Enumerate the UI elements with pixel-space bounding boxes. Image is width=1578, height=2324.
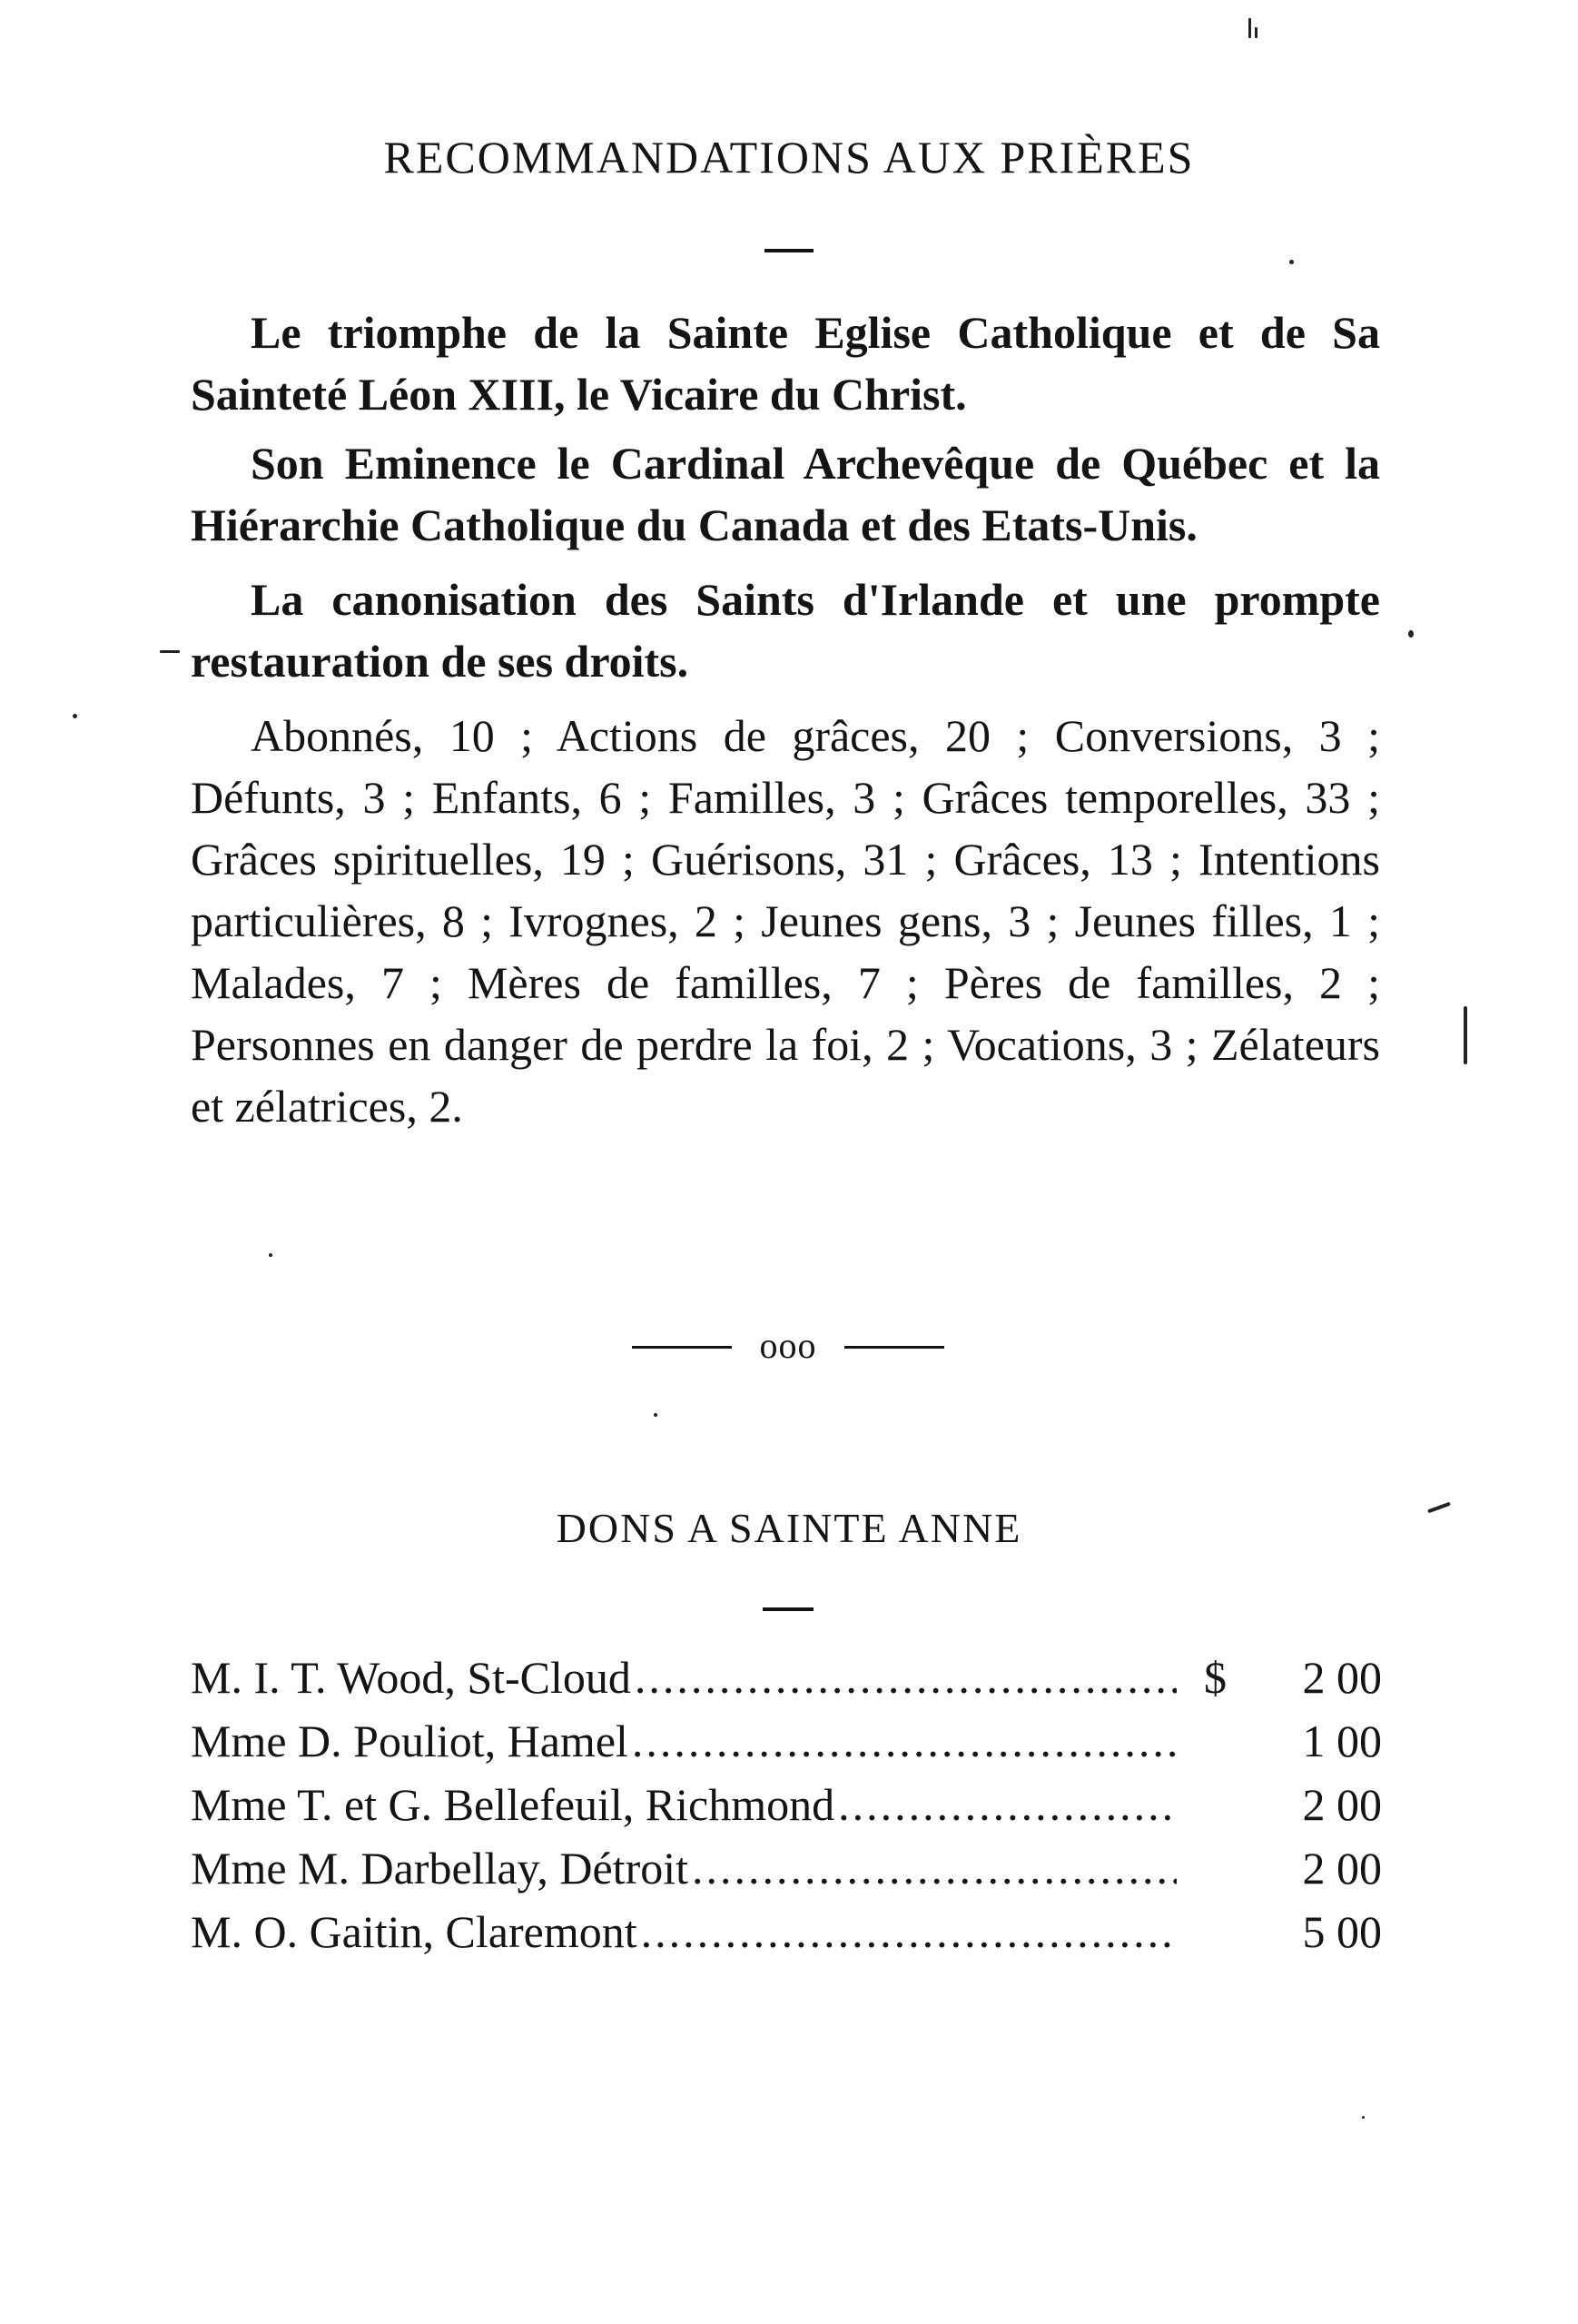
scan-speck xyxy=(269,1253,272,1257)
scan-mark xyxy=(1255,27,1257,38)
separator-ornament: ooo xyxy=(759,1325,817,1366)
currency-symbol: $ xyxy=(1204,1652,1227,1703)
scan-speck xyxy=(1362,2116,1365,2119)
recommendations-heading: RECOMMANDATIONS AUX PRIÈRES xyxy=(383,132,1195,183)
donation-row xyxy=(191,1773,1382,1836)
prayer-intention-hierarchy: Son Eminence le Cardinal Archevêque de Québec et la Hiérarchie Catholique du Canada et des Etats-Unis. xyxy=(191,438,1380,550)
prayer-intention-church: Le triomphe de la Sainte Eglise Catholique et de Sa Sainteté Léon XIII, le Vicaire du Christ. xyxy=(191,307,1380,420)
scan-mark xyxy=(1464,1006,1467,1064)
scan-speck xyxy=(1289,260,1294,264)
dot-leader xyxy=(632,1709,1177,1773)
dot-leader xyxy=(692,1836,1177,1900)
donations-list xyxy=(191,1646,1382,1963)
donation-amount: 5 00 xyxy=(1302,1906,1382,1957)
donor-name: M. I. T. Wood, St-Cloud xyxy=(191,1652,631,1703)
dot-leader xyxy=(838,1773,1177,1836)
donor-name: Mme M. Darbellay, Détroit xyxy=(191,1843,688,1894)
donation-amount: 1 00 xyxy=(1302,1716,1382,1766)
donor-name: M. O. Gaitin, Claremont xyxy=(191,1906,637,1957)
donation-row xyxy=(191,1900,1382,1963)
prayer-intention-ireland: La canonisation des Saints d'Irlande et une prompte restauration de ses droits. xyxy=(191,574,1380,687)
donation-amount: 2 00 xyxy=(1302,1652,1382,1703)
scan-speck xyxy=(73,714,77,718)
scan-mark xyxy=(160,650,180,653)
scan-speck xyxy=(654,1413,657,1417)
scan-mark xyxy=(1248,18,1251,38)
separator-line-right xyxy=(844,1346,944,1349)
donor-name: Mme D. Pouliot, Hamel xyxy=(191,1716,628,1766)
donation-amount: 2 00 xyxy=(1302,1843,1382,1894)
heading-rule xyxy=(764,249,814,252)
dot-leader xyxy=(641,1900,1177,1963)
dot-leader xyxy=(635,1646,1177,1709)
donation-row xyxy=(191,1709,1382,1773)
donation-row xyxy=(191,1836,1382,1900)
donor-name: Mme T. et G. Bellefeuil, Richmond xyxy=(191,1779,835,1830)
prayer-intentions-list: Abonnés, 10 ; Actions de grâces, 20 ; Conversions, 3 ; Défunts, 3 ; Enfants, 6 ; Familles, 3 ; Grâces temporelles, 33 ; Grâces spirituelles, 19 ; Guérisons, 31 ; Grâces, 13 ; Intentions particulières, 8 ; Ivrognes, 2 ; Jeunes gens, 3 ; Jeunes filles, 1 ; Malades, 7 ; Mères de familles, 7 ; Pères de familles, 2 ; Personnes en danger de perdre la foi, 2 ; Vocations, 3 ; Zélateurs et zélatrices, 2. xyxy=(191,710,1380,1132)
separator-line-left xyxy=(632,1346,732,1349)
donation-row xyxy=(191,1646,1382,1709)
donation-amount: 2 00 xyxy=(1302,1779,1382,1830)
section-separator xyxy=(0,1325,1578,1366)
scan-speck xyxy=(1408,630,1414,638)
donations-heading-rule xyxy=(763,1607,814,1611)
donations-heading: DONS A SAINTE ANNE xyxy=(556,1505,1022,1551)
